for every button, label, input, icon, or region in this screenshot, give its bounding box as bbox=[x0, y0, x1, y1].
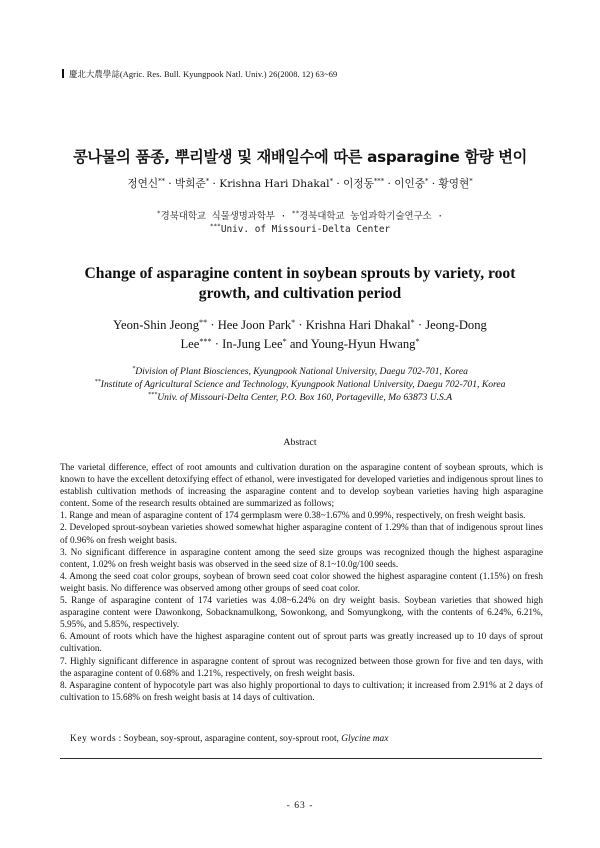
korean-title: 콩나물의 품종, 뿌리발생 및 재배일수에 따른 asparagine 함량 변이 bbox=[73, 148, 527, 166]
english-title bbox=[60, 264, 540, 304]
author-mark: * bbox=[291, 318, 296, 327]
keywords-species: Glycine max bbox=[341, 734, 389, 744]
affil-mark: * bbox=[156, 210, 161, 217]
author-mark: * bbox=[415, 337, 420, 346]
author-name: Krishna Hari Dhakal bbox=[305, 318, 411, 332]
korean-affiliation-1: 경북대학교 식물생명과학부 bbox=[160, 211, 275, 222]
english-title-line-1: Change of asparagine content in soybean sprouts by variety, root bbox=[84, 265, 516, 282]
page-number: - 63 - bbox=[286, 800, 314, 811]
author-mark: * bbox=[205, 177, 210, 185]
author-name: 황영현 bbox=[438, 178, 470, 190]
korean-affiliation-line-2 bbox=[0, 224, 600, 235]
abstract-paragraph: 4. Among the seed coat color groups, soybean of brown seed coat color showed the highest asparagine content (1.15%) on fresh weight basis. No difference was observed among other groups of seed coat color. bbox=[60, 571, 543, 594]
abstract-paragraph: 5. Range of asparagine content of 174 varieties was 4.08~6.24% on dry weight basis. Soybean varieties that showed high asparagine content were Dawonkong, Sobacknamulkong, Sowonkong, and Somyungkong, with the contents of 6.24%, 6.21%, 5.95%, and 5.85%, respectively. bbox=[60, 596, 543, 631]
author-mark: * bbox=[329, 177, 333, 185]
english-affiliation-1 bbox=[0, 365, 600, 378]
keywords: Key words : Soybean, soy-sprout, asparagine content, soy-sprout root, Glycine max bbox=[70, 734, 389, 744]
author-name: 이정동 bbox=[343, 178, 374, 190]
affiliation-text: Division of Plant Biosciences, Kyungpook National University, Daegu 702-701, Korea bbox=[135, 366, 468, 377]
author-mark: *** bbox=[199, 337, 212, 346]
keywords-label: Key words bbox=[70, 734, 117, 744]
author-name: 박희준 bbox=[175, 178, 206, 190]
and-word: and bbox=[289, 337, 309, 351]
author-name: Krishna Hari Dhakal bbox=[219, 178, 330, 190]
journal-citation: 慶北大農學誌(Agric. Res. Bull. Kyungpook Natl. Univ.) 26(2008. 12) 63~69 bbox=[69, 70, 338, 79]
abstract-paragraph: 2. Developed sprout-soybean varieties showed somewhat higher asparagine content of 1.29% than that of indigenous sprout lines of 0.96% on fresh weight basis. bbox=[60, 523, 543, 546]
author-name: In-Jung Lee bbox=[222, 337, 283, 351]
korean-affiliation-3: Univ. of Missouri-Delta Center bbox=[220, 224, 391, 235]
author-mark: * bbox=[282, 337, 287, 346]
english-affiliation-3 bbox=[0, 391, 600, 404]
author-name: Lee bbox=[180, 337, 200, 351]
english-affiliation-2 bbox=[0, 378, 600, 391]
author-mark: * bbox=[469, 177, 473, 185]
affil-mark: *** bbox=[147, 391, 158, 398]
english-title-line-2: growth, and cultivation period bbox=[198, 285, 402, 302]
author-mark: ** bbox=[199, 318, 208, 327]
affiliation-text: Institute of Agricultural Science and Technology, Kyungpook National University, Daegu 702-701, Korea bbox=[100, 379, 506, 390]
affil-mark: ** bbox=[291, 210, 300, 217]
author-name: 정연신 bbox=[127, 178, 159, 190]
author-mark: * bbox=[424, 177, 429, 185]
korean-affiliation-2: 경북대학교 농업과학기술연구소 bbox=[299, 211, 432, 222]
author-mark: * bbox=[410, 318, 415, 327]
author-name: Hee Joon Park bbox=[217, 318, 292, 332]
affil-mark: * bbox=[132, 365, 136, 372]
abstract-paragraph: The varietal difference, effect of root amounts and cultivation duration on the asparagine content of soybean sprouts, which is known to have the excellent detoxifying effect of ethanol, were investigated for developed varieties and indigenous sprout lines to establish cultivation methods of increasing the asparagine content and to develop soybean varieties having high asparagine content. Some of the research results obtained are summarized as follows; bbox=[60, 463, 543, 510]
abstract-body bbox=[60, 462, 543, 704]
affil-mark: ** bbox=[94, 378, 101, 385]
keywords-text: Soybean, soy-sprout, asparagine content, soy-sprout root, bbox=[123, 734, 339, 744]
author-name: Young-Hyun Hwang bbox=[310, 337, 416, 351]
affiliation-text: Univ. of Missouri-Delta Center, P.O. Box 160, Portageville, Mo 63873 U.S.A bbox=[157, 392, 453, 403]
abstract-paragraph: 1. Range and mean of asparagine content of 174 germplasm were 0.38~1.67% and 0.99%, respectively, on fresh weight basis. bbox=[60, 511, 526, 522]
author-name: 이인중 bbox=[394, 178, 425, 190]
abstract-paragraph: 8. Asparagine content of hypocotyle part was also highly proportional to days to cultivation; it increased from 2.91% at 2 days of cultivation to 15.68% on fresh weight basis at 14 days of cultivation. bbox=[60, 680, 543, 703]
author-name: Yeon-Shin Jeong bbox=[113, 318, 200, 332]
footer-rule bbox=[60, 758, 542, 759]
journal-header bbox=[62, 68, 337, 80]
affil-mark: *** bbox=[209, 223, 221, 230]
abstract-paragraph: 3. No significant difference in asparagine content among the seed size groups was recognized though the highest asparagine content, 1.02% on fresh weight basis was observed in the seed size of 8.1~10.0g/100 seeds. bbox=[60, 547, 543, 570]
english-authors: Yeon-Shin Jeong** · Hee Joon Park* · Krishna Hari Dhakal* · Jeong-Dong Lee*** · In-Jung Lee* and Young-Hyun Hwang* bbox=[113, 318, 487, 351]
author-mark: *** bbox=[373, 177, 385, 185]
author-mark: ** bbox=[158, 177, 165, 185]
korean-authors: 정연신** · 박희준* · Krishna Hari Dhakal* · 이정동*** · 이인중* · 황영현* bbox=[127, 177, 473, 190]
header-bar bbox=[62, 69, 64, 78]
abstract-heading: Abstract bbox=[283, 437, 317, 448]
abstract-paragraph: 6. Amount of roots which have the highest asparagine content out of sprout parts was greatly increased up to 10 days of sprout cultivation. bbox=[60, 632, 543, 655]
author-name: Jeong-Dong bbox=[425, 318, 487, 332]
abstract-paragraph: 7. Highly significant difference in asparagne content of sprout was recognized between those grown for five and ten days, with the asparagine content of 0.68% and 1.21%, respectively, on fresh weight basis. bbox=[60, 656, 543, 679]
korean-affiliation-line-1: *경북대학교 식물생명과학부 · **경북대학교 농업과학기술연구소 · bbox=[156, 210, 443, 222]
